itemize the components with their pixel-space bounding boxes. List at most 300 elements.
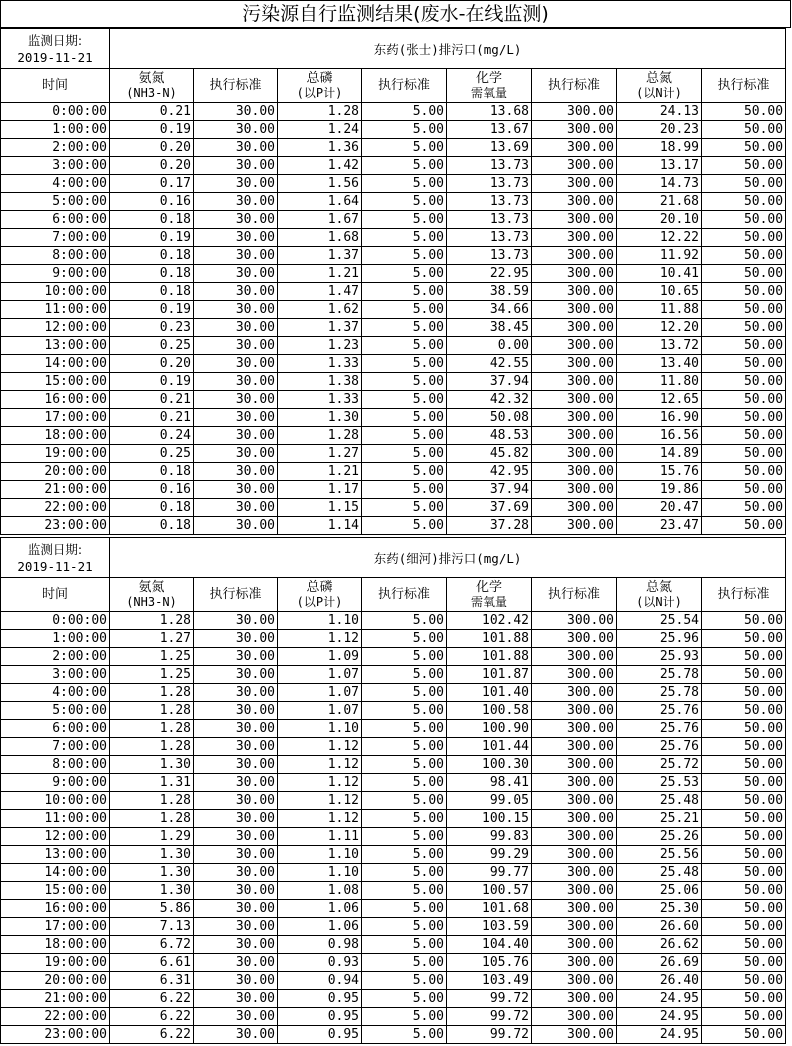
phosphorus-standard-cell: 5.00 [362, 954, 447, 972]
ammonia-nitrogen-cell: 6.22 [110, 1008, 194, 1026]
time-cell: 20:00:00 [1, 972, 110, 990]
nitrogen-standard-cell: 50.00 [702, 121, 786, 139]
table-row [1, 990, 786, 1008]
cod-cell: 13.68 [447, 103, 532, 121]
header-total-nitrogen-line1: 总氮 [645, 70, 672, 86]
nitrogen-standard-cell: 50.00 [702, 1008, 786, 1026]
header-cod-line2: 需氧量 [470, 594, 507, 609]
monitoring-table-2 [0, 537, 786, 1044]
total-phosphorus-cell: 1.12 [278, 774, 362, 792]
table-row [1, 373, 786, 391]
time-cell: 7:00:00 [1, 229, 110, 247]
nitrogen-standard-cell: 50.00 [702, 481, 786, 499]
nitrogen-standard-cell: 50.00 [702, 265, 786, 283]
total-phosphorus-cell: 1.09 [278, 648, 362, 666]
ammonia-nitrogen-cell: 1.28 [110, 612, 194, 630]
total-phosphorus-cell: 1.23 [278, 337, 362, 355]
cod-cell: 103.49 [447, 972, 532, 990]
time-cell: 12:00:00 [1, 319, 110, 337]
nitrogen-standard-cell: 50.00 [702, 972, 786, 990]
phosphorus-standard-cell: 5.00 [362, 121, 447, 139]
total-phosphorus-cell: 1.36 [278, 139, 362, 157]
time-cell: 23:00:00 [1, 1026, 110, 1044]
cod-cell: 101.40 [447, 684, 532, 702]
phosphorus-standard-cell: 5.00 [362, 648, 447, 666]
time-cell: 13:00:00 [1, 337, 110, 355]
total-nitrogen-cell: 25.53 [617, 774, 702, 792]
time-cell: 10:00:00 [1, 283, 110, 301]
time-cell: 0:00:00 [1, 103, 110, 121]
header-ammonia-nitrogen-line1: 氨氮 [138, 579, 165, 595]
ammonia-nitrogen-cell: 1.30 [110, 756, 194, 774]
time-cell: 22:00:00 [1, 1008, 110, 1026]
nitrogen-standard-cell: 50.00 [702, 828, 786, 846]
phosphorus-standard-cell: 5.00 [362, 720, 447, 738]
total-phosphorus-cell: 1.12 [278, 630, 362, 648]
monitoring-date-cell [1, 538, 110, 578]
cod-standard-cell: 300.00 [532, 666, 617, 684]
ammonia-standard-cell: 30.00 [194, 828, 278, 846]
monitoring-table-1 [0, 28, 786, 535]
ammonia-standard-cell: 30.00 [194, 702, 278, 720]
phosphorus-standard-cell: 5.00 [362, 319, 447, 337]
nitrogen-standard-cell: 50.00 [702, 936, 786, 954]
total-nitrogen-cell: 25.93 [617, 648, 702, 666]
total-phosphorus-cell: 1.15 [278, 499, 362, 517]
table-row [1, 499, 786, 517]
ammonia-nitrogen-cell: 0.21 [110, 409, 194, 427]
table-row [1, 193, 786, 211]
ammonia-standard-cell: 30.00 [194, 630, 278, 648]
time-cell: 8:00:00 [1, 756, 110, 774]
ammonia-nitrogen-cell: 1.27 [110, 630, 194, 648]
ammonia-standard-cell: 30.00 [194, 211, 278, 229]
nitrogen-standard-cell: 50.00 [702, 427, 786, 445]
total-phosphorus-cell: 1.42 [278, 157, 362, 175]
phosphorus-standard-cell: 5.00 [362, 391, 447, 409]
total-nitrogen-cell: 18.99 [617, 139, 702, 157]
meta-row [1, 538, 786, 578]
total-phosphorus-cell: 1.10 [278, 612, 362, 630]
ammonia-standard-cell: 30.00 [194, 720, 278, 738]
table-row [1, 666, 786, 684]
time-cell: 4:00:00 [1, 175, 110, 193]
table-row [1, 648, 786, 666]
table-row [1, 702, 786, 720]
ammonia-nitrogen-cell: 1.28 [110, 702, 194, 720]
ammonia-nitrogen-cell: 1.25 [110, 648, 194, 666]
ammonia-nitrogen-cell: 1.30 [110, 864, 194, 882]
header-total-phosphorus-line2: (以P计) [296, 85, 343, 100]
time-cell: 6:00:00 [1, 211, 110, 229]
total-nitrogen-cell: 25.78 [617, 666, 702, 684]
nitrogen-standard-cell: 50.00 [702, 247, 786, 265]
ammonia-nitrogen-cell: 1.31 [110, 774, 194, 792]
cod-standard-cell: 300.00 [532, 463, 617, 481]
ammonia-nitrogen-cell: 0.18 [110, 499, 194, 517]
ammonia-standard-cell: 30.00 [194, 882, 278, 900]
phosphorus-standard-cell: 5.00 [362, 247, 447, 265]
monitoring-date-value: 2019-11-21 [17, 49, 93, 65]
phosphorus-standard-cell: 5.00 [362, 481, 447, 499]
total-nitrogen-cell: 25.54 [617, 612, 702, 630]
time-cell: 9:00:00 [1, 265, 110, 283]
cod-cell: 0.00 [447, 337, 532, 355]
total-phosphorus-cell: 1.06 [278, 900, 362, 918]
cod-standard-cell: 300.00 [532, 612, 617, 630]
cod-standard-cell: 300.00 [532, 702, 617, 720]
table-row [1, 481, 786, 499]
total-phosphorus-cell: 1.10 [278, 720, 362, 738]
nitrogen-standard-cell: 50.00 [702, 319, 786, 337]
header-cod [447, 69, 532, 103]
phosphorus-standard-cell: 5.00 [362, 846, 447, 864]
phosphorus-standard-cell: 5.00 [362, 1008, 447, 1026]
cod-standard-cell: 300.00 [532, 427, 617, 445]
total-nitrogen-cell: 25.06 [617, 882, 702, 900]
total-phosphorus-cell: 1.17 [278, 481, 362, 499]
nitrogen-standard-cell: 50.00 [702, 355, 786, 373]
table-row [1, 918, 786, 936]
cod-standard-cell: 300.00 [532, 229, 617, 247]
phosphorus-standard-cell: 5.00 [362, 792, 447, 810]
ammonia-nitrogen-cell: 0.16 [110, 193, 194, 211]
total-nitrogen-cell: 24.95 [617, 990, 702, 1008]
nitrogen-standard-cell: 50.00 [702, 756, 786, 774]
total-nitrogen-cell: 12.20 [617, 319, 702, 337]
cod-cell: 104.40 [447, 936, 532, 954]
table-row [1, 738, 786, 756]
total-nitrogen-cell: 11.92 [617, 247, 702, 265]
ammonia-nitrogen-cell: 0.23 [110, 319, 194, 337]
cod-standard-cell: 300.00 [532, 684, 617, 702]
header-total-nitrogen-line1: 总氮 [645, 579, 672, 595]
time-cell: 3:00:00 [1, 157, 110, 175]
header-ammonia-nitrogen-line2: (NH3-N) [126, 594, 177, 609]
ammonia-nitrogen-cell: 0.19 [110, 301, 194, 319]
monitoring-date-value: 2019-11-21 [17, 558, 93, 574]
phosphorus-standard-cell: 5.00 [362, 211, 447, 229]
time-cell: 15:00:00 [1, 373, 110, 391]
header-total-phosphorus-line1: 总磷 [306, 70, 333, 86]
ammonia-standard-cell: 30.00 [194, 175, 278, 193]
cod-standard-cell: 300.00 [532, 283, 617, 301]
phosphorus-standard-cell: 5.00 [362, 409, 447, 427]
cod-standard-cell: 300.00 [532, 211, 617, 229]
ammonia-nitrogen-cell: 1.28 [110, 792, 194, 810]
total-phosphorus-cell: 1.07 [278, 702, 362, 720]
table-row [1, 630, 786, 648]
ammonia-standard-cell: 30.00 [194, 121, 278, 139]
time-cell: 22:00:00 [1, 499, 110, 517]
ammonia-nitrogen-cell: 0.20 [110, 157, 194, 175]
phosphorus-standard-cell: 5.00 [362, 445, 447, 463]
total-phosphorus-cell: 1.30 [278, 409, 362, 427]
total-nitrogen-cell: 20.47 [617, 499, 702, 517]
table-row [1, 954, 786, 972]
phosphorus-standard-cell: 5.00 [362, 175, 447, 193]
time-cell: 16:00:00 [1, 391, 110, 409]
total-phosphorus-cell: 1.28 [278, 103, 362, 121]
time-cell: 6:00:00 [1, 720, 110, 738]
nitrogen-standard-cell: 50.00 [702, 193, 786, 211]
table-row [1, 792, 786, 810]
table-row [1, 319, 786, 337]
time-cell: 11:00:00 [1, 810, 110, 828]
total-nitrogen-cell: 16.56 [617, 427, 702, 445]
total-phosphorus-cell: 1.07 [278, 684, 362, 702]
ammonia-standard-cell: 30.00 [194, 1026, 278, 1044]
header-standard: 执行标准 [194, 69, 278, 103]
ammonia-nitrogen-cell: 0.19 [110, 373, 194, 391]
nitrogen-standard-cell: 50.00 [702, 666, 786, 684]
cod-cell: 101.44 [447, 738, 532, 756]
phosphorus-standard-cell: 5.00 [362, 373, 447, 391]
phosphorus-standard-cell: 5.00 [362, 684, 447, 702]
cod-standard-cell: 300.00 [532, 936, 617, 954]
cod-standard-cell: 300.00 [532, 900, 617, 918]
cod-cell: 99.05 [447, 792, 532, 810]
total-nitrogen-cell: 13.40 [617, 355, 702, 373]
total-phosphorus-cell: 1.47 [278, 283, 362, 301]
total-phosphorus-cell: 1.67 [278, 211, 362, 229]
cod-standard-cell: 300.00 [532, 481, 617, 499]
cod-standard-cell: 300.00 [532, 756, 617, 774]
phosphorus-standard-cell: 5.00 [362, 828, 447, 846]
header-standard: 执行标准 [702, 69, 786, 103]
header-total-phosphorus-line2: (以P计) [296, 594, 343, 609]
time-cell: 2:00:00 [1, 139, 110, 157]
nitrogen-standard-cell: 50.00 [702, 648, 786, 666]
nitrogen-standard-cell: 50.00 [702, 882, 786, 900]
time-cell: 3:00:00 [1, 666, 110, 684]
nitrogen-standard-cell: 50.00 [702, 445, 786, 463]
time-cell: 5:00:00 [1, 702, 110, 720]
header-standard: 执行标准 [532, 578, 617, 612]
monitoring-date-cell [1, 29, 110, 69]
cod-cell: 13.73 [447, 175, 532, 193]
header-ammonia-nitrogen-line1: 氨氮 [138, 70, 165, 86]
header-total-phosphorus-line1: 总磷 [306, 579, 333, 595]
cod-cell: 99.72 [447, 1026, 532, 1044]
outlet-name: 东药(细河)排污口(mg/L) [110, 538, 786, 578]
cod-standard-cell: 300.00 [532, 391, 617, 409]
ammonia-standard-cell: 30.00 [194, 846, 278, 864]
total-nitrogen-cell: 25.76 [617, 702, 702, 720]
time-cell: 2:00:00 [1, 648, 110, 666]
cod-standard-cell: 300.00 [532, 445, 617, 463]
ammonia-nitrogen-cell: 0.25 [110, 337, 194, 355]
header-cod-line2: 需氧量 [470, 85, 507, 100]
nitrogen-standard-cell: 50.00 [702, 774, 786, 792]
ammonia-standard-cell: 30.00 [194, 391, 278, 409]
cod-cell: 13.73 [447, 229, 532, 247]
phosphorus-standard-cell: 5.00 [362, 666, 447, 684]
cod-standard-cell: 300.00 [532, 193, 617, 211]
cod-cell: 101.88 [447, 648, 532, 666]
cod-cell: 13.73 [447, 247, 532, 265]
nitrogen-standard-cell: 50.00 [702, 918, 786, 936]
table-row [1, 175, 786, 193]
cod-cell: 48.53 [447, 427, 532, 445]
ammonia-nitrogen-cell: 6.22 [110, 990, 194, 1008]
time-cell: 17:00:00 [1, 918, 110, 936]
total-phosphorus-cell: 1.07 [278, 666, 362, 684]
cod-cell: 38.59 [447, 283, 532, 301]
nitrogen-standard-cell: 50.00 [702, 103, 786, 121]
ammonia-standard-cell: 30.00 [194, 499, 278, 517]
phosphorus-standard-cell: 5.00 [362, 283, 447, 301]
table-row [1, 247, 786, 265]
cod-cell: 101.68 [447, 900, 532, 918]
ammonia-nitrogen-cell: 0.24 [110, 427, 194, 445]
ammonia-standard-cell: 30.00 [194, 337, 278, 355]
cod-cell: 13.73 [447, 211, 532, 229]
time-cell: 20:00:00 [1, 463, 110, 481]
table-row [1, 229, 786, 247]
table-row [1, 756, 786, 774]
ammonia-standard-cell: 30.00 [194, 864, 278, 882]
cod-cell: 101.87 [447, 666, 532, 684]
cod-cell: 13.67 [447, 121, 532, 139]
nitrogen-standard-cell: 50.00 [702, 211, 786, 229]
total-phosphorus-cell: 1.21 [278, 265, 362, 283]
ammonia-nitrogen-cell: 6.31 [110, 972, 194, 990]
total-nitrogen-cell: 26.40 [617, 972, 702, 990]
nitrogen-standard-cell: 50.00 [702, 463, 786, 481]
monitoring-date-label: 监测日期: [27, 541, 83, 557]
header-standard: 执行标准 [702, 578, 786, 612]
total-nitrogen-cell: 25.76 [617, 738, 702, 756]
ammonia-nitrogen-cell: 6.72 [110, 936, 194, 954]
nitrogen-standard-cell: 50.00 [702, 720, 786, 738]
table-row [1, 684, 786, 702]
column-header-row [1, 578, 786, 612]
table-row [1, 283, 786, 301]
phosphorus-standard-cell: 5.00 [362, 157, 447, 175]
total-phosphorus-cell: 0.95 [278, 1026, 362, 1044]
nitrogen-standard-cell: 50.00 [702, 702, 786, 720]
total-nitrogen-cell: 26.69 [617, 954, 702, 972]
monitoring-date-label: 监测日期: [27, 32, 83, 48]
time-cell: 18:00:00 [1, 936, 110, 954]
nitrogen-standard-cell: 50.00 [702, 612, 786, 630]
cod-cell: 42.55 [447, 355, 532, 373]
total-phosphorus-cell: 1.64 [278, 193, 362, 211]
table-row [1, 355, 786, 373]
ammonia-standard-cell: 30.00 [194, 409, 278, 427]
nitrogen-standard-cell: 50.00 [702, 229, 786, 247]
cod-cell: 99.83 [447, 828, 532, 846]
total-nitrogen-cell: 20.10 [617, 211, 702, 229]
table-row [1, 1008, 786, 1026]
total-nitrogen-cell: 10.65 [617, 283, 702, 301]
ammonia-standard-cell: 30.00 [194, 247, 278, 265]
phosphorus-standard-cell: 5.00 [362, 756, 447, 774]
total-phosphorus-cell: 1.14 [278, 517, 362, 535]
time-cell: 1:00:00 [1, 121, 110, 139]
ammonia-nitrogen-cell: 1.28 [110, 684, 194, 702]
phosphorus-standard-cell: 5.00 [362, 139, 447, 157]
cod-standard-cell: 300.00 [532, 738, 617, 756]
ammonia-standard-cell: 30.00 [194, 193, 278, 211]
cod-cell: 45.82 [447, 445, 532, 463]
ammonia-nitrogen-cell: 0.18 [110, 247, 194, 265]
total-nitrogen-cell: 12.65 [617, 391, 702, 409]
cod-standard-cell: 300.00 [532, 882, 617, 900]
cod-cell: 50.08 [447, 409, 532, 427]
phosphorus-standard-cell: 5.00 [362, 864, 447, 882]
cod-cell: 99.29 [447, 846, 532, 864]
total-nitrogen-cell: 13.17 [617, 157, 702, 175]
phosphorus-standard-cell: 5.00 [362, 463, 447, 481]
phosphorus-standard-cell: 5.00 [362, 738, 447, 756]
total-phosphorus-cell: 1.68 [278, 229, 362, 247]
time-cell: 8:00:00 [1, 247, 110, 265]
nitrogen-standard-cell: 50.00 [702, 846, 786, 864]
time-cell: 23:00:00 [1, 517, 110, 535]
column-header-row [1, 69, 786, 103]
table-row [1, 1026, 786, 1044]
cod-standard-cell: 300.00 [532, 810, 617, 828]
table-row [1, 139, 786, 157]
header-ammonia-nitrogen [110, 578, 194, 612]
header-ammonia-nitrogen [110, 69, 194, 103]
ammonia-standard-cell: 30.00 [194, 445, 278, 463]
table-row [1, 463, 786, 481]
table-row [1, 157, 786, 175]
table-row [1, 445, 786, 463]
nitrogen-standard-cell: 50.00 [702, 864, 786, 882]
cod-cell: 100.58 [447, 702, 532, 720]
header-cod-line1: 化学 [475, 70, 502, 86]
cod-cell: 42.95 [447, 463, 532, 481]
cod-cell: 22.95 [447, 265, 532, 283]
nitrogen-standard-cell: 50.00 [702, 373, 786, 391]
ammonia-nitrogen-cell: 0.16 [110, 481, 194, 499]
report-title: 污染源自行监测结果(废水-在线监测) [0, 0, 791, 28]
header-total-nitrogen [617, 578, 702, 612]
cod-cell: 100.15 [447, 810, 532, 828]
time-cell: 14:00:00 [1, 355, 110, 373]
ammonia-nitrogen-cell: 1.28 [110, 810, 194, 828]
phosphorus-standard-cell: 5.00 [362, 301, 447, 319]
cod-standard-cell: 300.00 [532, 774, 617, 792]
cod-cell: 102.42 [447, 612, 532, 630]
total-nitrogen-cell: 20.23 [617, 121, 702, 139]
total-phosphorus-cell: 1.33 [278, 355, 362, 373]
table-row [1, 612, 786, 630]
ammonia-nitrogen-cell: 0.25 [110, 445, 194, 463]
time-cell: 7:00:00 [1, 738, 110, 756]
cod-standard-cell: 300.00 [532, 175, 617, 193]
total-phosphorus-cell: 1.24 [278, 121, 362, 139]
total-phosphorus-cell: 0.93 [278, 954, 362, 972]
phosphorus-standard-cell: 5.00 [362, 630, 447, 648]
table-row [1, 517, 786, 535]
time-cell: 5:00:00 [1, 193, 110, 211]
nitrogen-standard-cell: 50.00 [702, 1026, 786, 1044]
ammonia-nitrogen-cell: 0.21 [110, 103, 194, 121]
ammonia-standard-cell: 30.00 [194, 972, 278, 990]
phosphorus-standard-cell: 5.00 [362, 774, 447, 792]
cod-cell: 100.57 [447, 882, 532, 900]
cod-cell: 13.73 [447, 193, 532, 211]
ammonia-standard-cell: 30.00 [194, 756, 278, 774]
total-nitrogen-cell: 14.89 [617, 445, 702, 463]
cod-standard-cell: 300.00 [532, 864, 617, 882]
time-cell: 21:00:00 [1, 481, 110, 499]
